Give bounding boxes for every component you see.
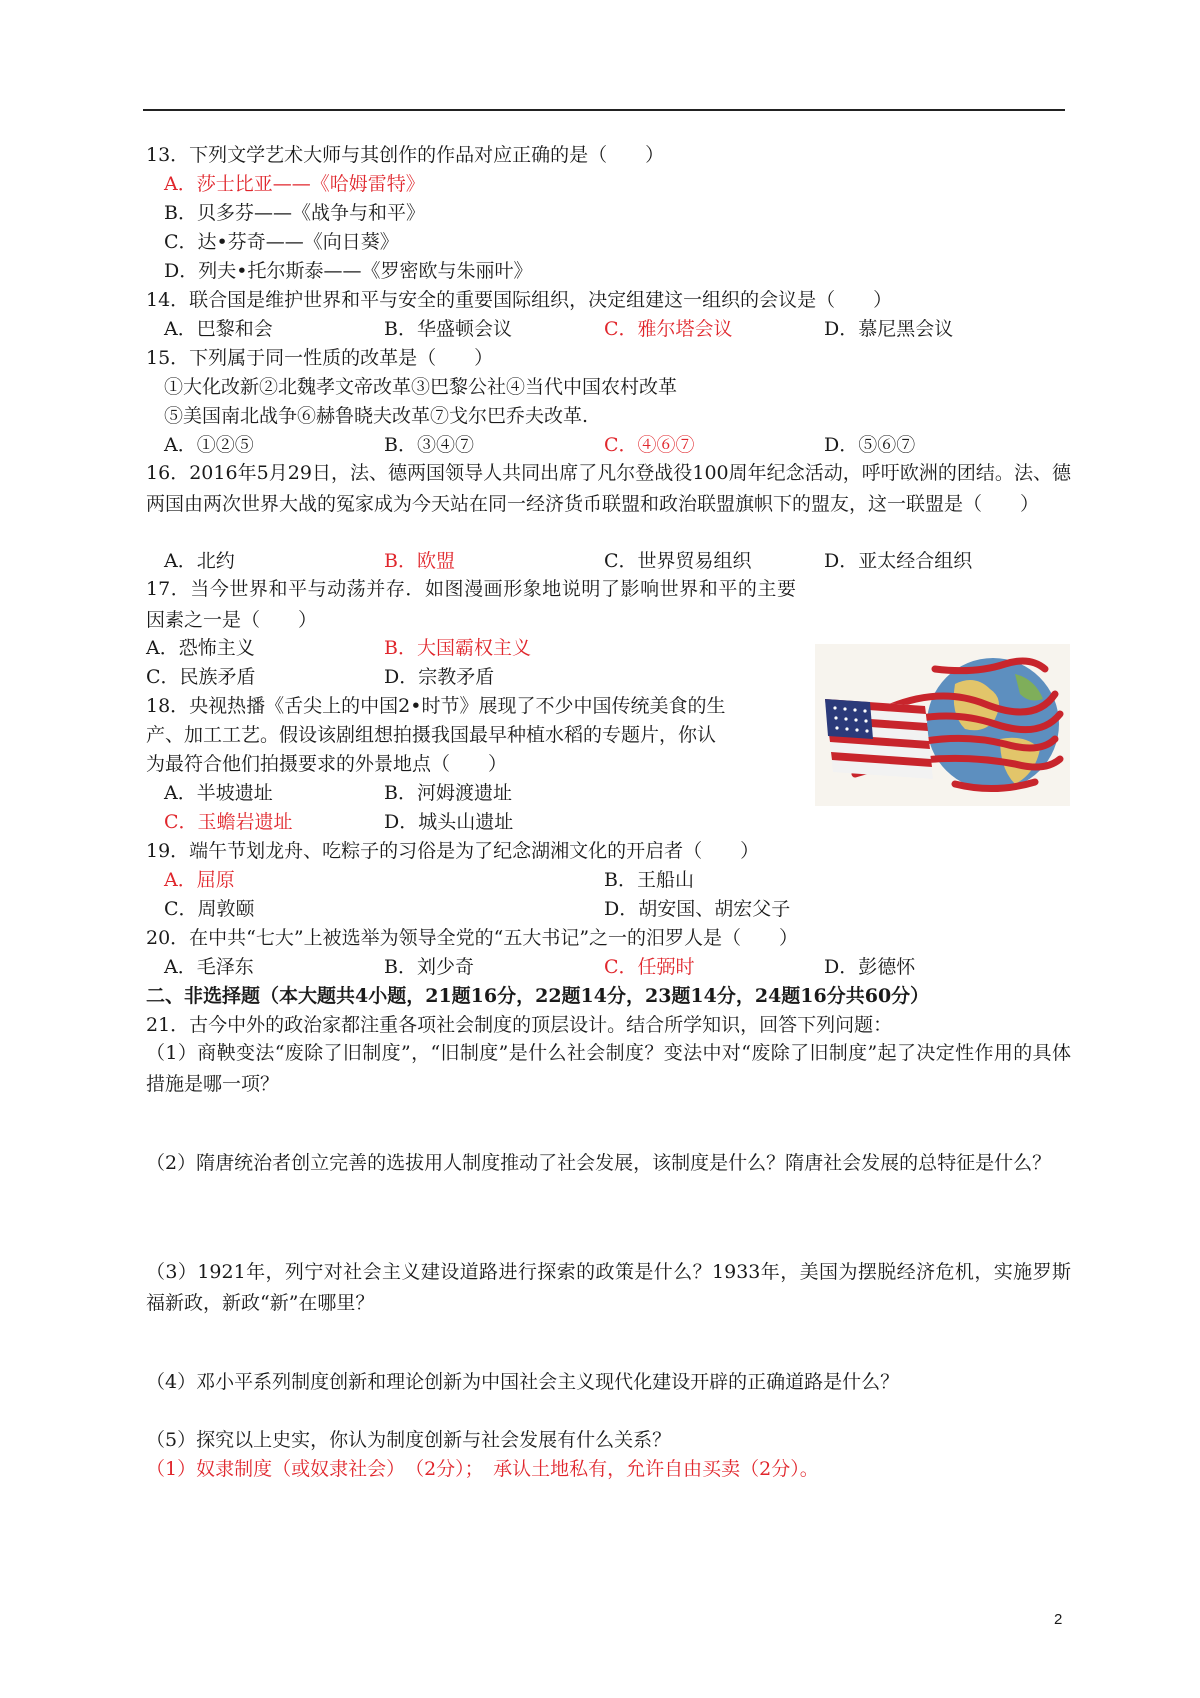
q19-option-d: D．胡安国、胡宏父子: [604, 898, 791, 920]
q18-option-b: B．河姆渡遗址: [384, 782, 512, 804]
q16-option-d: D．亚太经合组织: [824, 550, 973, 572]
q13-option-d: D．列夫•托尔斯泰——《罗密欧与朱丽叶》: [164, 260, 533, 282]
q18-stem-line2: 产、加工工艺。假设该剧组想拍摄我国最早种植水稻的专题片，你认: [146, 724, 717, 746]
q17-option-c: C．民族矛盾: [146, 666, 256, 688]
q19-stem: 19．端午节划龙舟、吃粽子的习俗是为了纪念湖湘文化的开启者（ ）: [146, 840, 760, 862]
q13-option-a: A．莎士比亚——《哈姆雷特》: [164, 173, 425, 195]
q20-option-b: B．刘少奇: [384, 956, 474, 978]
q17-option-a: A．恐怖主义: [146, 637, 255, 659]
page-number: 2: [1054, 1611, 1063, 1628]
q21-part3: （3）1921年，列宁对社会主义建设道路进行探索的政策是什么？1933年，美国为摆脱经济危机，实施罗斯福新政，新政“新”在哪里？: [146, 1261, 1071, 1314]
q15-stem: 15．下列属于同一性质的改革是（ ）: [146, 347, 494, 369]
q21-answer-1: （1）奴隶制度（或奴隶社会） （2分）； 承认土地私有，允许自由买卖（2分）。: [146, 1458, 819, 1480]
q16-option-c: C．世界贸易组织: [604, 550, 752, 572]
section2-heading: 二、非选择题（本大题共4小题，21题16分，22题14分，23题14分，24题16分共60分）: [146, 985, 930, 1007]
q15-option-a: A．①②⑤: [164, 434, 254, 456]
q21-part1: （1）商鞅变法“废除了旧制度”，“旧制度”是什么社会制度？变法中对“废除了旧制度”起了决定性作用的具体措施是哪一项？: [146, 1042, 1071, 1095]
q14-option-d: D．慕尼黑会议: [824, 318, 954, 340]
cartoon-flag-globe-illustration: [815, 644, 1070, 806]
header-rule: [143, 109, 1065, 111]
q16-option-a: A．北约: [164, 550, 235, 572]
q18-option-c: C．玉蟾岩遗址: [164, 811, 293, 833]
q18-stem-line1: 18．央视热播《舌尖上的中国2•时节》展现了不少中国传统美食的生: [146, 695, 726, 717]
q20-option-d: D．彭德怀: [824, 956, 916, 978]
q13-option-c: C．达•芬奇——《向日葵》: [164, 231, 399, 253]
q15-option-b: B．③④⑦: [384, 434, 474, 456]
q16-option-b: B．欧盟: [384, 550, 455, 572]
q19-option-b: B．王船山: [604, 869, 694, 891]
q15-option-c: C．④⑥⑦: [604, 434, 695, 456]
q20-stem: 20．在中共“七大”上被选举为领导全党的“五大书记”之一的汨罗人是（ ）: [146, 927, 799, 949]
q15-list-line1: ①大化改新②北魏孝文帝改革③巴黎公社④当代中国农村改革: [164, 376, 678, 398]
us-flag-icon: [825, 699, 933, 779]
q17-option-d: D．宗教矛盾: [384, 666, 495, 688]
q13-option-b: B．贝多芬——《战争与和平》: [164, 202, 425, 224]
q15-list-line2: ⑤美国南北战争⑥赫鲁晓夫改革⑦戈尔巴乔夫改革.: [164, 405, 589, 427]
q17-option-b: B．大国霸权主义: [384, 637, 531, 659]
q14-option-c: C．雅尔塔会议: [604, 318, 733, 340]
q19-option-c: C．周敦颐: [164, 898, 255, 920]
q21-stem: 21．古今中外的政治家都注重各项社会制度的顶层设计。结合所学知识，回答下列问题：: [146, 1014, 893, 1036]
q21-part2: （2）隋唐统治者创立完善的选拔用人制度推动了社会发展，该制度是什么？隋唐社会发展的总特征是什么？: [146, 1152, 1052, 1174]
q20-option-a: A．毛泽东: [164, 956, 254, 978]
q14-option-a: A．巴黎和会: [164, 318, 273, 340]
q17-stem: 17．当今世界和平与动荡并存．如图漫画形象地说明了影响世界和平的主要因素之一是（ ）: [146, 578, 796, 631]
q20-option-c: C．任弼时: [604, 956, 695, 978]
q13-stem: 13．下列文学艺术大师与其创作的作品对应正确的是（ ）: [146, 144, 665, 166]
q21-part5: （5）探究以上史实，你认为制度创新与社会发展有什么关系？: [146, 1429, 672, 1451]
q16-stem: 16．2016年5月29日，法、德两国领导人共同出席了凡尔登战役100周年纪念活动，呼吁欧洲的团结。法、德两国由两次世界大战的冤家成为今天站在同一经济货币联盟和政治联盟旗帜下的盟友，这一联盟是（ ）: [146, 462, 1071, 515]
q18-stem-line3: 为最符合他们拍摄要求的外景地点（ ）: [146, 753, 508, 775]
q14-stem: 14．联合国是维护世界和平与安全的重要国际组织，决定组建这一组织的会议是（ ）: [146, 289, 893, 311]
q14-option-b: B．华盛顿会议: [384, 318, 512, 340]
q18-option-a: A．半坡遗址: [164, 782, 273, 804]
q21-part4: （4）邓小平系列制度创新和理论创新为中国社会主义现代化建设开辟的正确道路是什么？: [146, 1371, 900, 1393]
q18-option-d: D．城头山遗址: [384, 811, 514, 833]
q15-option-d: D．⑤⑥⑦: [824, 434, 916, 456]
q19-option-a: A．屈原: [164, 869, 235, 891]
